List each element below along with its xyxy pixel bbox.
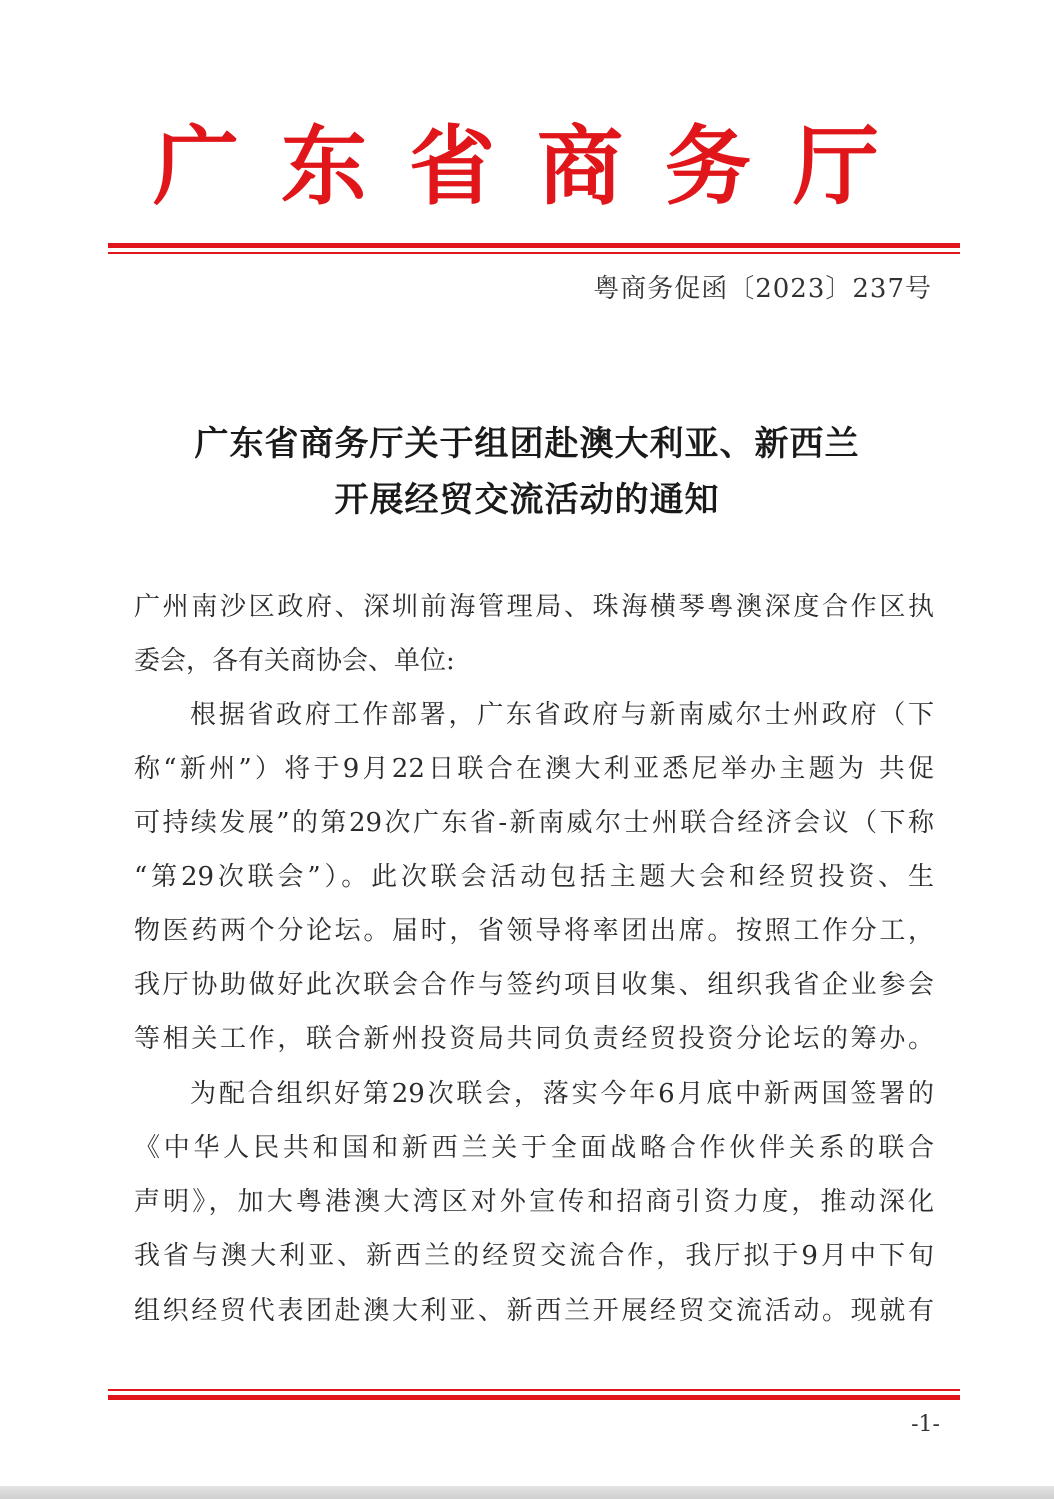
- body-line: 组织经贸代表团赴澳大利亚、新西兰开展经贸交流活动。现就有: [134, 1296, 934, 1326]
- body-line: 我厅协助做好此次联会合作与签约项目收集、组织我省企业参会: [134, 970, 934, 1000]
- header-rule-thin: [108, 252, 960, 254]
- page-number: -1-: [911, 1412, 940, 1437]
- header-rule-thick: [108, 243, 960, 248]
- body-line: 声明》，加大粤港澳大湾区对外宣传和招商引资力度，推动深化: [134, 1187, 934, 1217]
- footer-rule-thick: [108, 1395, 960, 1400]
- body-line: 根据省政府工作部署，广东省政府与新南威尔士州政府（下: [190, 700, 934, 730]
- body-line: 我省与澳大利亚、新西兰的经贸交流合作，我厅拟于9月中下旬: [134, 1241, 934, 1271]
- masthead-title: 广东省商务厅: [153, 116, 921, 217]
- document-number: 粤商务促函〔2023〕237号: [593, 274, 932, 304]
- body-line: 等相关工作，联合新州投资局共同负责经贸投资分论坛的筹办。: [134, 1024, 934, 1054]
- body-line: 称“新州”）将于9月22日联合在澳大利亚悉尼举办主题为 共促: [134, 754, 934, 784]
- page-bottom-edge: [0, 1486, 1054, 1499]
- footer-rule-thin: [108, 1389, 960, 1391]
- body-line: 为配合组织好第29次联会，落实今年6月底中新两国签署的: [190, 1079, 934, 1109]
- body-line: “第29次联会”）。此次联会活动包括主题大会和经贸投资、生: [134, 862, 934, 892]
- body-line: 可持续发展”的第29次广东省-新南威尔士州联合经济会议（下称: [134, 808, 934, 838]
- notice-title-line-2: 开展经贸交流活动的通知: [334, 480, 720, 520]
- body-line: 委会，各有关商协会、单位:: [134, 646, 455, 676]
- body-line: 物医药两个分论坛。届时，省领导将率团出席。按照工作分工，: [134, 916, 934, 946]
- body-line: 《中华人民共和国和新西兰关于全面战略合作伙伴关系的联合: [134, 1133, 934, 1163]
- body-line: 广州南沙区政府、深圳前海管理局、珠海横琴粤澳深度合作区执: [134, 592, 934, 622]
- notice-title-line-1: 广东省商务厅关于组团赴澳大利亚、新西兰: [194, 424, 860, 464]
